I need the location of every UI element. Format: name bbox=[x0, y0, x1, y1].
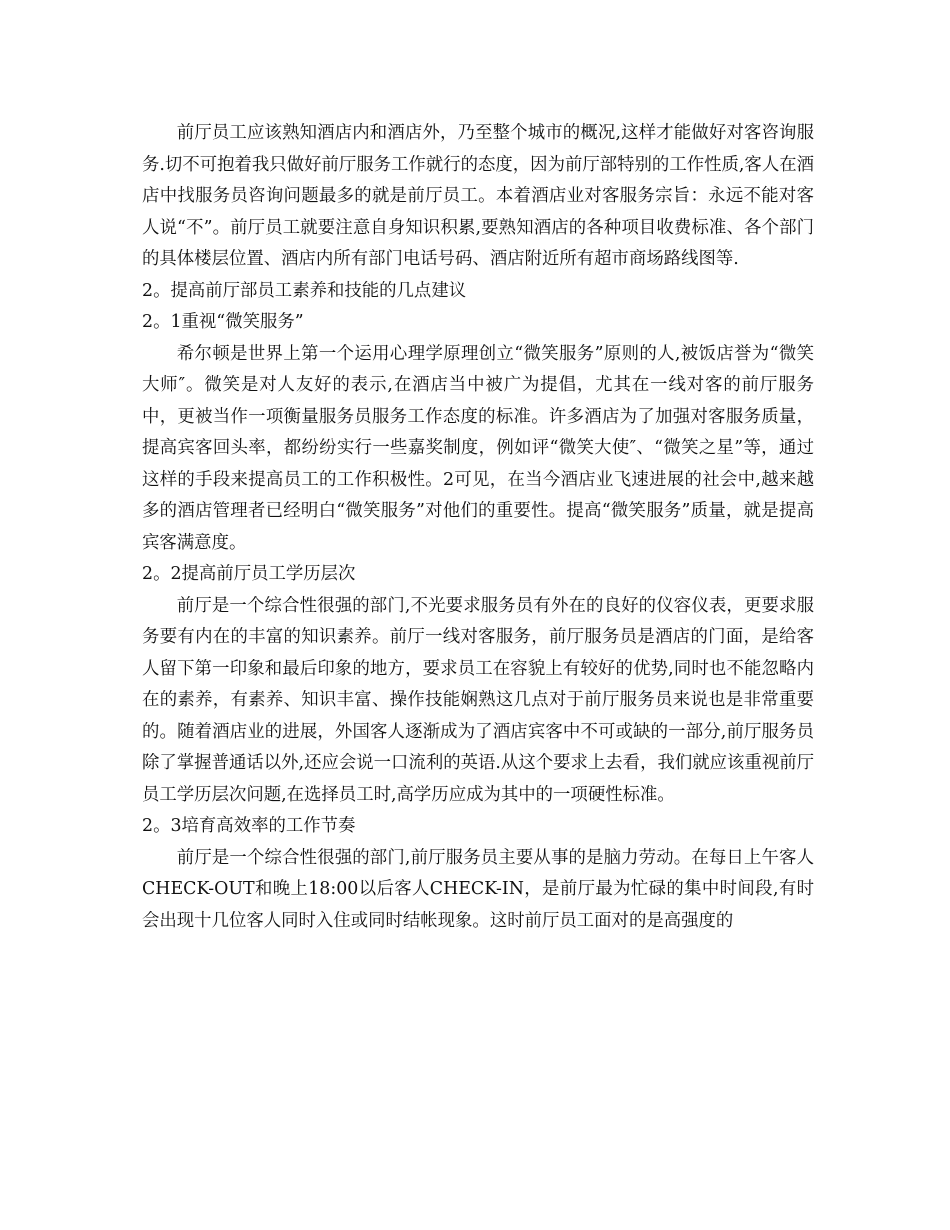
document-body bbox=[142, 118, 814, 937]
subsection-heading-2-3: 2。3培育高效率的工作节奏 bbox=[142, 816, 356, 836]
section-heading-2: 2。提高前厅部员工素养和技能的几点建议 bbox=[142, 280, 467, 301]
subsection-heading-2-2: 2。2提高前厅员工学历层次 bbox=[142, 564, 356, 584]
paragraph-work-rhythm: 前厅是一个综合性很强的部门,前厅服务员主要从事的是脑力劳动。在每日上午客人CHECK-OUT和晚上18:00以后客人CHECK-IN，是前厅最为忙碌的集中时间段,有时会出现十几位客人同时入住或同时结帐现象。这时前厅员工面对的是高强度的 bbox=[142, 847, 814, 931]
paragraph-smile-service: 希尔顿是世界上第一个运用心理学原理创立“微笑服务”原则的人,被饭店誉为“微笑大师″。微笑是对人友好的表示,在酒店当中被广为提倡，尤其在一线对客的前厅服务中，更被当作一项衡量服务员服务工作态度的标准。许多酒店为了加强对客服务质量，提高宾客回头率，都纷纷实行一些嘉奖制度，例如评“微笑大使″、“微笑之星”等，通过这样的手段来提高员工的工作积极性。2可见，在当今酒店业飞速进展的社会中,越来越多的酒店管理者已经明白“微笑服务”对他们的重要性。提高“微笑服务”质量，就是提高宾客满意度。 bbox=[142, 343, 814, 553]
paragraph-front-desk-knowledge: 前厅员工应该熟知酒店内和酒店外，乃至整个城市的概况,这样才能做好对客咨询服务.切不可抱着我只做好前厅服务工作就行的态度，因为前厅部特别的工作性质,客人在酒店中找服务员咨询问题最多的就是前厅员工。本着酒店业对客服务宗旨：永远不能对客人说“不”。前厅员工就要注意自身知识积累,要熟知酒店的各种项目收费标准、各个部门的具体楼层位置、酒店内所有部门电话号码、酒店附近所有超市商场路线图等. bbox=[142, 123, 814, 269]
subsection-heading-2-1: 2。1重视“微笑服务” bbox=[142, 312, 304, 332]
paragraph-education-level: 前厅是一个综合性很强的部门,不光要求服务员有外在的良好的仪容仪表，更要求服务要有内在的丰富的知识素养。前厅一线对客服务，前厅服务员是酒店的门面，是给客人留下第一印象和最后印象的地方，要求员工在容貌上有较好的优势,同时也不能忽略内在的素养，有素养、知识丰富、操作技能娴熟这几点对于前厅服务员来说也是非常重要的。随着酒店业的进展，外国客人逐渐成为了酒店宾客中不可或缺的一部分,前厅服务员除了掌握普通话以外,还应会说一口流利的英语.从这个要求上去看，我们就应该重视前厅员工学历层次问题,在选择员工时,高学历应成为其中的一项硬性标准。 bbox=[142, 595, 814, 805]
